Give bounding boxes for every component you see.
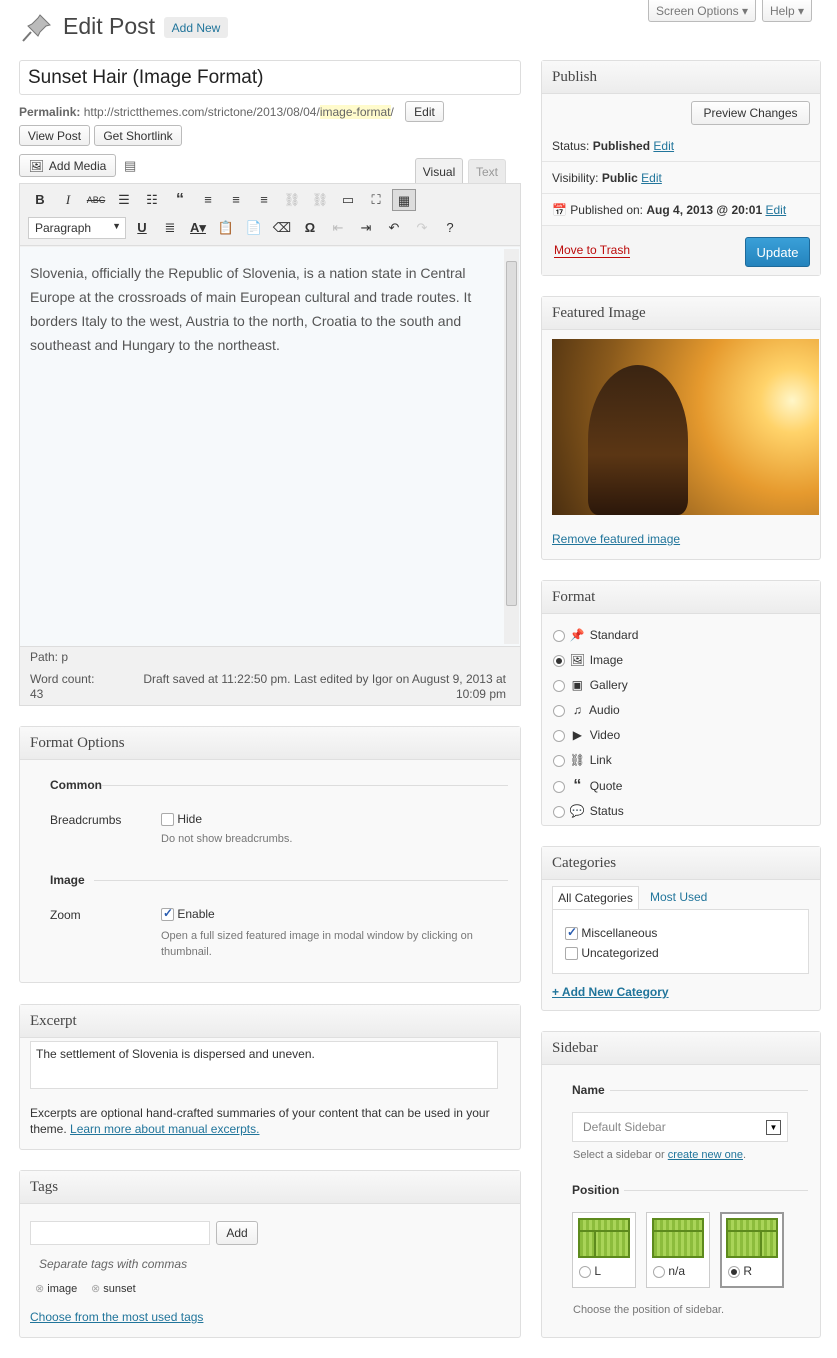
permalink-slug: image-format [319, 105, 391, 119]
published-row [552, 203, 786, 217]
add-media-label: Add Media [48, 158, 107, 173]
layout-none-icon [652, 1218, 704, 1258]
radio[interactable] [553, 705, 565, 717]
format-option-status[interactable] [553, 799, 638, 824]
format-list [553, 623, 638, 824]
excerpt-box [19, 1004, 521, 1150]
tags-input[interactable] [30, 1221, 210, 1245]
tab-text[interactable]: Text [468, 159, 506, 184]
get-shortlink-button[interactable]: Get Shortlink [94, 125, 182, 146]
radio[interactable] [553, 730, 565, 742]
radio[interactable] [553, 806, 565, 818]
editor-content-area[interactable] [20, 247, 520, 647]
featured-image[interactable] [552, 339, 819, 515]
name-heading: Name [572, 1083, 605, 1097]
format-label: Image [589, 653, 624, 667]
editor-toolbar [20, 184, 520, 246]
form-icon[interactable]: ▤ [124, 158, 137, 173]
published-value: Aug 4, 2013 @ 20:01 [646, 203, 763, 217]
format-options-box [19, 726, 521, 983]
gallery-icon: ▣ [571, 678, 584, 692]
sidebar-select-value: Default Sidebar [583, 1120, 666, 1134]
breadcrumbs-label: Breadcrumbs [50, 813, 122, 827]
position-left-option[interactable] [579, 1264, 635, 1278]
media-icon: 🖼 [28, 158, 44, 173]
numbered-list-icon[interactable]: ☷ [146, 192, 158, 207]
edit-visibility-link[interactable]: Edit [641, 171, 662, 185]
visibility-label: Visibility: [552, 171, 599, 185]
publish-title: Publish [542, 61, 820, 94]
remove-tag-icon[interactable]: ⊗ [35, 1283, 45, 1295]
zoom-enable-checkbox[interactable] [161, 907, 215, 921]
tag-item [91, 1282, 136, 1295]
excerpt-help-text: Excerpts are optional hand-crafted summaries of your content that can be used in your theme. [30, 1106, 490, 1136]
tag-label: sunset [103, 1283, 136, 1295]
divider [542, 193, 820, 194]
position-left[interactable] [572, 1212, 636, 1288]
editor-content[interactable]: Slovenia, officially the Republic of Slovenia, is a nation state in Central Europe at the crossroads of main European cultural and trade routes. It borders Italy to the west, Austria to the north, Croatia to the south and southeast and Hungary to the northeast. [30, 265, 472, 353]
move-to-trash-link[interactable]: Move to Trash [554, 243, 631, 257]
align-center-icon[interactable]: ≡ [232, 192, 240, 207]
permalink-label: Permalink: [19, 105, 81, 119]
permalink-end: / [390, 105, 394, 119]
published-label: Published on: [570, 203, 644, 217]
format-option-quote[interactable] [553, 773, 638, 799]
format-label: Video [589, 728, 621, 742]
align-left-icon[interactable]: ≡ [204, 192, 212, 207]
divider [610, 1090, 808, 1091]
status-value: Published [592, 139, 651, 153]
scrollbar-thumb[interactable] [506, 261, 517, 606]
create-sidebar-link[interactable]: create new one [667, 1149, 743, 1161]
format-option-image[interactable] [553, 648, 638, 673]
position-none[interactable] [646, 1212, 710, 1288]
image-icon: 🖼 [569, 653, 585, 667]
tag-label: image [47, 1283, 78, 1295]
checkbox[interactable] [161, 813, 174, 826]
format-label: Quote [589, 779, 623, 793]
tab-all-categories[interactable]: All Categories [552, 886, 639, 910]
link-icon[interactable]: ⛓ [283, 192, 301, 207]
featured-image-title: Featured Image [542, 297, 820, 330]
permalink-base: http://strictthemes.com/strictone/2013/08/04/ [83, 105, 320, 119]
position-hint: Choose the position of sidebar. [573, 1304, 725, 1316]
format-option-link[interactable] [553, 748, 638, 773]
paste-text-icon[interactable]: 📋 [217, 220, 235, 235]
tags-title: Tags [20, 1171, 520, 1204]
screen-options-button[interactable]: Screen Options ▾ [648, 0, 756, 22]
radio[interactable] [728, 1266, 740, 1278]
checkbox[interactable] [565, 927, 578, 940]
outdent-icon[interactable]: ⇤ [332, 220, 344, 235]
layout-right-icon [726, 1218, 778, 1258]
hide-breadcrumbs-checkbox[interactable] [161, 812, 202, 826]
blockquote-icon[interactable]: “ [176, 191, 184, 208]
hide-label: Hide [177, 812, 203, 826]
format-select-value: Paragraph [35, 221, 92, 235]
bullet-list-icon[interactable]: ☰ [118, 192, 130, 207]
excerpt-textarea[interactable]: The settlement of Slovenia is dispersed and uneven. [30, 1041, 498, 1089]
categories-box [541, 846, 821, 1011]
layout-left-icon [578, 1218, 630, 1258]
sidebar-box [541, 1031, 821, 1338]
enable-label: Enable [177, 907, 215, 921]
divider [102, 785, 508, 786]
unlink-icon[interactable]: ⛓ [311, 192, 329, 207]
add-tag-button[interactable]: Add [216, 1221, 258, 1245]
tab-most-used[interactable]: Most Used [650, 890, 708, 904]
pin-icon: 📌 [569, 628, 585, 642]
radio[interactable] [553, 755, 565, 767]
text-color-icon[interactable]: A▾ [190, 220, 206, 235]
checkbox[interactable] [565, 947, 578, 960]
position-label: L [594, 1264, 602, 1278]
format-label: Standard [589, 628, 639, 642]
remove-tag-icon[interactable]: ⊗ [91, 1283, 101, 1295]
link-icon: ⛓ [569, 753, 585, 767]
radio[interactable] [579, 1266, 591, 1278]
chevron-down-icon: ▼ [766, 1120, 781, 1135]
visibility-value: Public [601, 171, 638, 185]
zoom-description: Open a full sized featured image in modal window by clicking on thumbnail. [161, 930, 473, 958]
omega-icon[interactable]: Ω [304, 220, 316, 235]
view-post-button[interactable]: View Post [19, 125, 90, 146]
checkbox[interactable] [161, 908, 174, 921]
speech-bubble-icon: 💬 [569, 804, 585, 818]
italic-icon[interactable]: I [65, 192, 71, 207]
justify-icon[interactable]: ≣ [164, 220, 176, 235]
calendar-icon: 📅 [552, 203, 567, 217]
hide-description: Do not show breadcrumbs. [161, 833, 293, 845]
help-icon[interactable]: ? [446, 220, 454, 235]
quote-icon: “ [573, 777, 582, 794]
status-row [552, 139, 674, 153]
video-icon: ▶ [572, 728, 582, 742]
kitchen-sink-icon[interactable]: ▦ [392, 189, 416, 211]
status-label: Status: [552, 139, 590, 153]
position-right[interactable] [720, 1212, 784, 1288]
common-heading: Common [50, 778, 102, 792]
format-title: Format [542, 581, 820, 614]
help-button[interactable]: Help ▾ [762, 0, 812, 22]
page-title: Edit Post [63, 13, 156, 39]
indent-icon[interactable]: ⇥ [360, 220, 372, 235]
chevron-down-icon: ▼ [112, 221, 121, 231]
choose-tags-link[interactable]: Choose from the most used tags [30, 1310, 204, 1324]
draft-status: Draft saved at 11:22:50 pm. Last edited by Igor on August 9, 2013 at 10:09 pm [143, 672, 506, 701]
divider [542, 161, 820, 162]
eraser-icon[interactable]: ⌫ [272, 220, 292, 235]
category-item[interactable] [565, 946, 659, 960]
categories-title: Categories [542, 847, 820, 880]
radio[interactable] [653, 1266, 665, 1278]
divider [94, 880, 508, 881]
pushpin-icon [20, 12, 54, 44]
format-label: Gallery [589, 678, 628, 692]
radio[interactable] [553, 630, 565, 642]
excerpt-help [30, 1105, 510, 1137]
permalink [19, 105, 394, 119]
learn-more-link[interactable]: Learn more about manual excerpts. [70, 1122, 260, 1136]
post-title-input[interactable]: Sunset Hair (Image Format) [19, 60, 521, 95]
featured-image-box [541, 296, 821, 560]
align-right-icon[interactable]: ≡ [260, 192, 268, 207]
format-option-standard[interactable] [553, 623, 638, 648]
silhouette [588, 365, 688, 515]
format-select[interactable] [28, 217, 126, 239]
bold-icon[interactable]: B [35, 192, 45, 207]
position-right-option[interactable] [728, 1264, 782, 1278]
add-new-category-link[interactable]: + Add New Category [552, 985, 669, 999]
radio[interactable] [553, 781, 565, 793]
editor-path: Path: p [30, 650, 69, 664]
format-label: Status [589, 804, 624, 818]
undo-icon[interactable]: ↶ [388, 220, 400, 235]
format-option-gallery[interactable] [553, 673, 638, 698]
tags-hint: Separate tags with commas [39, 1257, 188, 1271]
permalink-edit-button[interactable]: Edit [405, 101, 444, 122]
tab-visual[interactable]: Visual [415, 158, 463, 184]
remove-featured-image-link[interactable]: Remove featured image [552, 532, 681, 546]
tags-box [19, 1170, 521, 1338]
tag-item [35, 1282, 77, 1295]
visibility-row [552, 171, 662, 185]
update-button[interactable]: Update [745, 237, 810, 267]
sidebar-title: Sidebar [542, 1032, 820, 1065]
category-item[interactable] [565, 926, 657, 940]
format-label: Link [589, 753, 612, 767]
music-icon: ♫ [572, 703, 582, 717]
preview-changes-button[interactable]: Preview Changes [691, 101, 810, 125]
edit-status-link[interactable]: Edit [653, 139, 675, 153]
publish-box [541, 60, 821, 276]
position-heading: Position [572, 1183, 620, 1197]
redo-icon[interactable]: ↷ [416, 220, 428, 235]
fullscreen-icon[interactable]: ⛶ [371, 192, 381, 207]
category-label: Miscellaneous [581, 926, 658, 940]
excerpt-title: Excerpt [20, 1005, 520, 1038]
format-options-title: Format Options [20, 727, 520, 760]
radio[interactable] [553, 680, 565, 692]
more-tag-icon[interactable]: ▭ [341, 192, 355, 207]
hint-period: . [743, 1149, 747, 1161]
format-label: Audio [589, 703, 620, 717]
divider [624, 1190, 808, 1191]
strikethrough-icon[interactable]: ABC [86, 195, 106, 205]
position-label: R [743, 1264, 753, 1278]
radio[interactable] [553, 655, 565, 667]
zoom-label: Zoom [50, 908, 81, 922]
editor [19, 183, 521, 706]
hint-text: Select a sidebar or [573, 1149, 665, 1161]
paste-word-icon[interactable]: 📄 [245, 220, 263, 235]
scrollbar[interactable] [504, 249, 519, 644]
sidebar-select-hint [573, 1149, 746, 1161]
add-media-button[interactable] [19, 154, 116, 177]
underline-icon[interactable]: U [137, 220, 147, 235]
position-none-option[interactable] [653, 1264, 709, 1278]
position-label: n/a [668, 1264, 686, 1278]
format-option-video[interactable] [553, 723, 638, 748]
edit-date-link[interactable]: Edit [765, 203, 787, 217]
categories-list [552, 909, 809, 974]
format-box [541, 580, 821, 826]
add-new-button[interactable]: Add New [164, 17, 228, 38]
word-count: Word count: 43 [30, 672, 95, 701]
image-heading: Image [50, 873, 85, 887]
sidebar-select[interactable] [572, 1112, 788, 1142]
category-label: Uncategorized [581, 946, 659, 960]
format-option-audio[interactable] [553, 698, 638, 723]
